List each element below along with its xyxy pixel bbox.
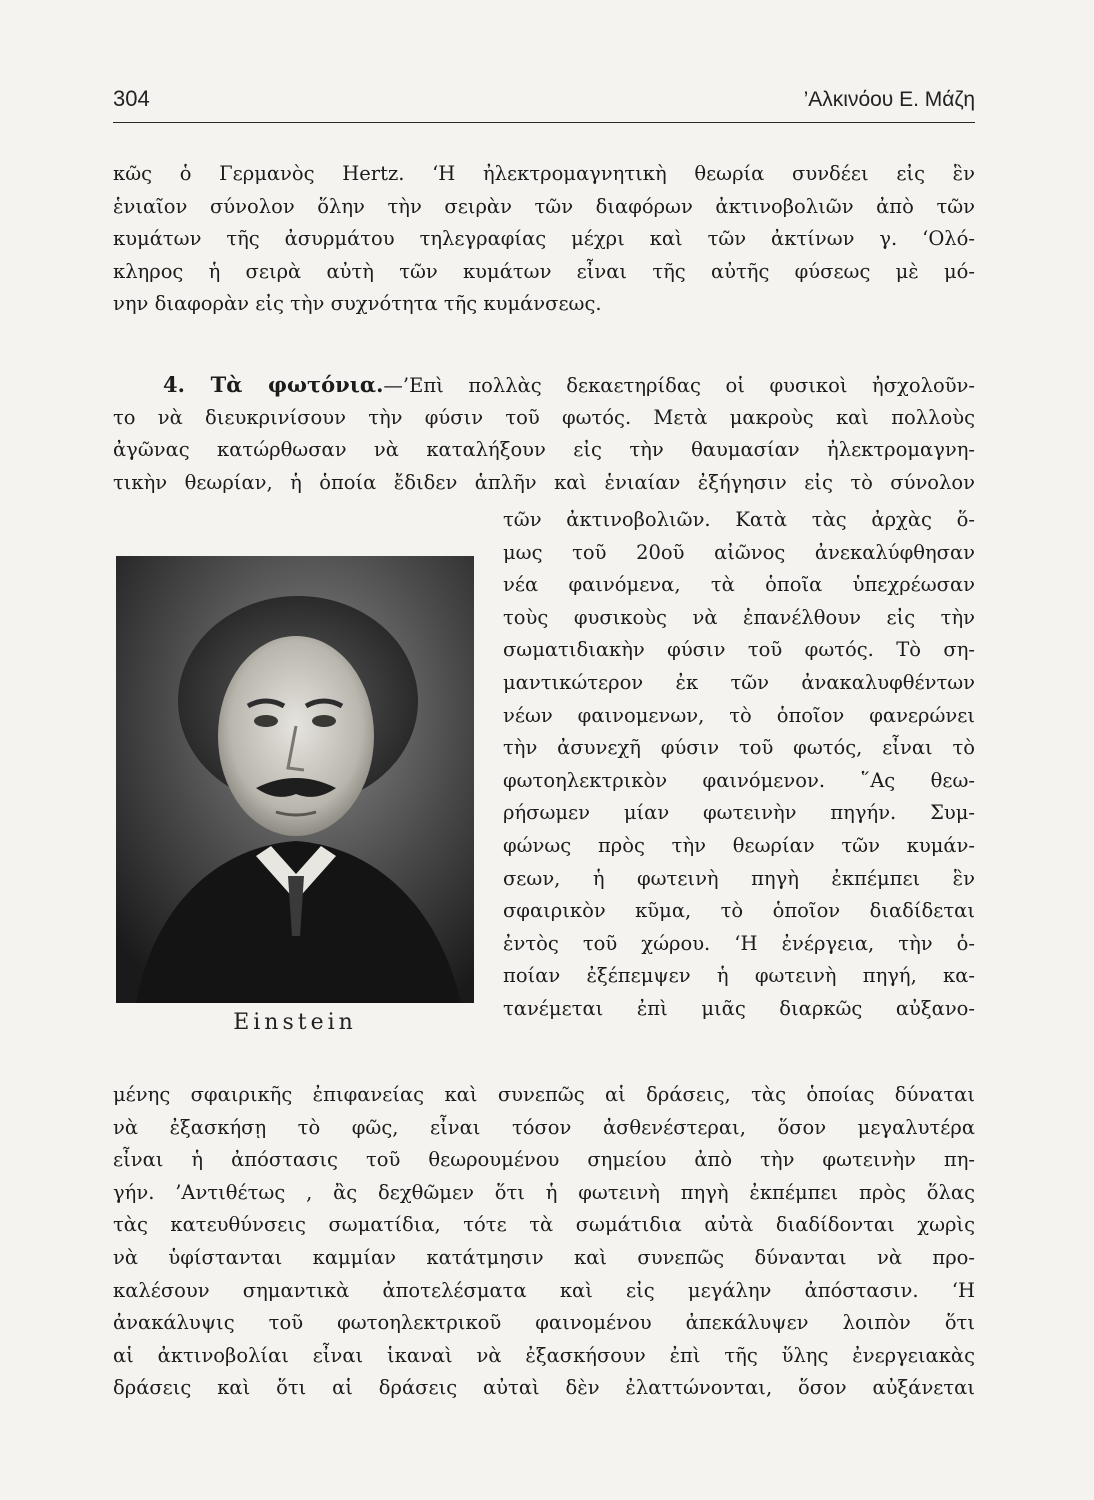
section-first-line-text: —’Επὶ πολλὰς δεκαετηρίδας οἱ φυσικοὶ ἠσχολοῦν-	[383, 374, 975, 397]
text-line: σφαιρικὸν κῦμα, τὸ ὁποῖον διαδίδεται	[503, 899, 975, 923]
text-line: τοὺς φυσικοὺς νὰ ἐπανέλθουν εἰς τὴν	[503, 605, 975, 629]
text-line: κυμάτων τῆς ἀσυρμάτου τηλεγραφίας μέχρι καὶ τῶν ἀκτίνων γ. ‘Ολό-	[113, 227, 975, 251]
text-line: νέων φαινομενων, τὸ ὁποῖον φανερώνει	[503, 703, 975, 727]
text-line: φωτοηλεκτρικὸν φαινόμενον. ῞Ας θεω-	[503, 768, 975, 792]
text-line: νὰ ὑφίστανται καμμίαν κατάτμησιν καὶ συνεπῶς δύνανται νὰ προ-	[113, 1245, 975, 1269]
text-line: τὴν ἀσυνεχῆ φύσιν τοῦ φωτός, εἶναι τὸ	[503, 736, 975, 760]
running-head: ’Αλκινόου Ε. Μάζη	[803, 88, 975, 111]
portrait-image	[116, 556, 474, 1003]
text-line: τῶν ἀκτινοβολιῶν. Κατὰ τὰς ἀρχὰς ὅ-	[503, 508, 975, 531]
text-line: ἀνακάλυψις τοῦ φωτοηλεκτρικοῦ φαινομένου ἀπεκάλυψεν λοιπὸν ὅτι	[113, 1311, 975, 1335]
text-line: γήν. ’Αντιθέτως , ἂς δεχθῶμεν ὅτι ἡ φωτεινὴ πηγὴ ἐκπέμπει πρὸς ὅλας	[113, 1180, 975, 1204]
text-line: σεων, ἡ φωτεινὴ πηγὴ ἐκπέμπει ἓν	[503, 866, 975, 890]
text-line: αἱ ἀκτινοβολίαι εἶναι ἱκαναὶ νὰ ἐξασκήσουν ἐπὶ τῆς ὕλης ἐνεργειακὰς	[113, 1343, 975, 1367]
text-line: ἑνιαῖον σύνολον ὅλην τὴν σειρὰν τῶν διαφόρων ἀκτινοβολιῶν ἀπὸ τῶν	[113, 194, 975, 218]
text-line: τανέμεται ἐπὶ μιᾶς διαρκῶς αὐξανο-	[503, 996, 975, 1020]
text-line: νὰ ἐξασκήσῃ τὸ φῶς, εἶναι τόσον ἀσθενέστεραι, ὅσον μεγαλυτέρα	[113, 1115, 975, 1139]
text-line: τὰς κατευθύνσεις σωματίδια, τότε τὰ σωμάτιδια αὐτὰ διαδίδονται χωρὶς	[113, 1213, 975, 1237]
text-line: ἀγῶνας κατώρθωσαν νὰ καταλήξουν εἰς τὴν θαυμασίαν ἠλεκτρομαγνη-	[113, 438, 975, 462]
page-header	[113, 82, 975, 123]
text-line: νην διαφορὰν εἰς τὴν συχνότητα τῆς κυμάνσεως.	[113, 292, 602, 316]
page-number: 304	[113, 86, 150, 111]
section-first-line	[113, 369, 975, 402]
paragraph-bottom	[113, 1079, 975, 1405]
text-line: κῶς ὁ Γερμανὸς Hertz. ‘Η ἠλεκτρομαγνητικὴ θεωρία συνδέει εἰς ἓν	[113, 162, 975, 185]
text-line: ρήσωμεν μίαν φωτεινὴν πηγήν. Συμ-	[503, 801, 975, 825]
text-line: νέα φαινόμενα, τὰ ὁποῖα ὑπεχρέωσαν	[503, 573, 975, 597]
text-line: καλέσουν σημαντικὰ ἀποτελέσματα καὶ εἰς μεγάλην ἀπόστασιν. ‘Η	[113, 1278, 975, 1302]
wrap-column	[503, 504, 975, 1026]
section-4	[113, 369, 975, 499]
text-line: εἶναι ἡ ἀπόστασις τοῦ θεωρουμένου σημείου ἀπὸ τὴν φωτεινὴν πη-	[113, 1148, 975, 1172]
text-line: φώνως πρὸς τὴν θεωρίαν τῶν κυμάν-	[503, 833, 975, 857]
section-heading: 4. Τὰ φωτόνια.	[163, 372, 384, 397]
text-line: μαντικώτερον ἐκ τῶν ἀνακαλυφθέντων	[503, 670, 975, 694]
text-line: δράσεις καὶ ὅτι αἱ δράσεις αὐταὶ δὲν ἐλαττώνονται, ὅσον αὐξάνεται	[113, 1376, 975, 1400]
text-line: μως τοῦ 20οῦ αἰῶνος ἀνεκαλύφθησαν	[503, 540, 975, 564]
text-line: ποίαν ἐξέπεμψεν ἡ φωτεινὴ πηγή, κα-	[503, 964, 975, 988]
text-line: σωματιδιακὴν φύσιν τοῦ φωτός. Τὸ ση-	[503, 638, 975, 662]
text-line: κληρος ἡ σειρὰ αὐτὴ τῶν κυμάτων εἶναι τῆς αὐτῆς φύσεως μὲ μό-	[113, 259, 975, 283]
text-line: τικὴν θεωρίαν, ἡ ὁποία ἔδιδεν ἁπλῆν καὶ ἑνιαίαν ἐξήγησιν εἰς τὸ σύνολον	[113, 470, 975, 494]
text-line: το νὰ διευκρινίσουν τὴν φύσιν τοῦ φωτός. Μετὰ μακροὺς καὶ πολλοὺς	[113, 405, 975, 429]
text-line: ἐντὸς τοῦ χώρου. ‘Η ἐνέργεια, τὴν ὁ-	[503, 931, 975, 955]
einstein-portrait	[116, 556, 474, 1003]
text-line: μένης σφαιρικῆς ἐπιφανείας καὶ συνεπῶς αἱ δράσεις, τὰς ὁποίας δύναται	[113, 1083, 975, 1106]
paragraph-1	[113, 158, 975, 321]
figure-caption: Einstein	[233, 1010, 357, 1035]
